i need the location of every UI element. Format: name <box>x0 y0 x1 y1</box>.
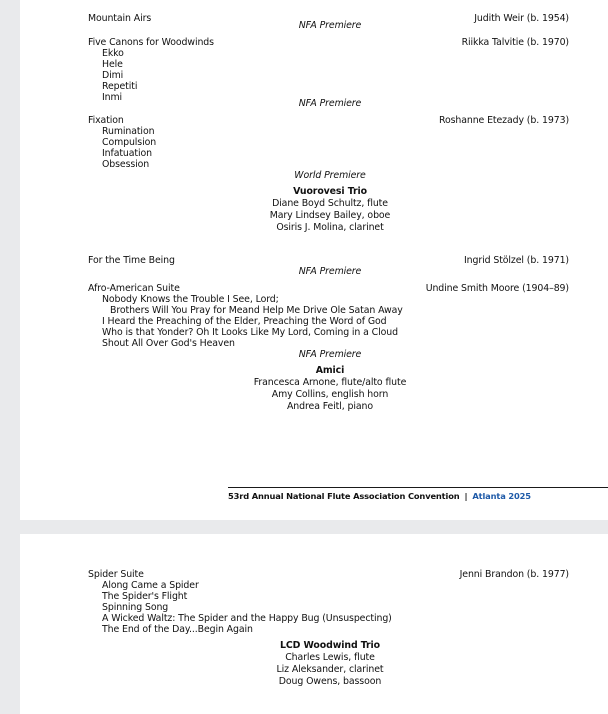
work-title: Afro-American Suite <box>88 283 180 294</box>
footer-rule <box>228 487 608 488</box>
movement: Shout All Over God's Heaven <box>102 338 235 349</box>
footer-separator: | <box>464 491 468 501</box>
premiere-label: NFA Premiere <box>298 20 362 31</box>
work-composer: Judith Weir (b. 1954) <box>474 13 569 24</box>
ensemble-member: Mary Lindsey Bailey, oboe <box>269 210 391 221</box>
ensemble-member: Francesca Arnone, flute/alto flute <box>253 377 407 388</box>
work-title: Spider Suite <box>88 569 144 580</box>
ensemble-member: Charles Lewis, flute <box>285 652 375 663</box>
movement: Infatuation <box>102 148 152 159</box>
movement: Compulsion <box>102 137 157 148</box>
work-title: For the Time Being <box>88 255 175 266</box>
movement: Inmi <box>102 92 123 103</box>
work-composer: Undine Smith Moore (1904–89) <box>425 283 569 294</box>
movement: Nobody Knows the Trouble I See, Lord; <box>102 294 279 305</box>
movement: Obsession <box>102 159 150 170</box>
movement: Spinning Song <box>102 602 169 613</box>
work-composer: Jenni Brandon (b. 1977) <box>459 569 569 580</box>
work-composer: Ingrid Stölzel (b. 1971) <box>464 255 569 266</box>
footer-event: 53rd Annual National Flute Association Convention <box>228 491 460 501</box>
movement: The End of the Day...Begin Again <box>102 624 253 635</box>
ensemble-member: Diane Boyd Schultz, flute <box>272 198 388 209</box>
movement: Rumination <box>102 126 155 137</box>
work-composer: Roshanne Etezady (b. 1973) <box>438 115 569 126</box>
work-title: Mountain Airs <box>88 13 152 24</box>
program-page-1 <box>20 0 608 520</box>
ensemble-member: Liz Aleksander, clarinet <box>276 664 384 675</box>
premiere-label: World Premiere <box>294 170 366 181</box>
program-page-2 <box>20 534 608 714</box>
ensemble-name: LCD Woodwind Trio <box>280 640 380 651</box>
premiere-label: NFA Premiere <box>298 349 362 360</box>
movement: Who is that Yonder? Oh It Looks Like My Lord, Coming in a Cloud <box>102 327 398 338</box>
ensemble-name: Vuorovesi Trio <box>293 186 367 197</box>
work-title: Fixation <box>88 115 124 126</box>
movement: Ekko <box>102 48 124 59</box>
movement: Dimi <box>102 70 124 81</box>
ensemble-member: Doug Owens, bassoon <box>278 676 382 687</box>
premiere-label: NFA Premiere <box>298 98 362 109</box>
movement: The Spider's Flight <box>102 591 188 602</box>
movement: Brothers Will You Pray for Meand Help Me Drive Ole Satan Away <box>110 305 403 316</box>
ensemble-member: Amy Collins, english horn <box>271 389 389 400</box>
movement: I Heard the Preaching of the Elder, Preaching the Word of God <box>102 316 387 327</box>
footer-city: Atlanta 2025 <box>472 491 531 501</box>
ensemble-member: Andrea Feitl, piano <box>286 401 374 412</box>
work-composer: Riikka Talvitie (b. 1970) <box>461 37 569 48</box>
work-title: Five Canons for Woodwinds <box>88 37 214 48</box>
ensemble-name: Amici <box>315 365 345 376</box>
premiere-label: NFA Premiere <box>298 266 362 277</box>
ensemble-member: Osiris J. Molina, clarinet <box>276 222 384 233</box>
page-footer <box>228 491 531 501</box>
movement: Along Came a Spider <box>102 580 199 591</box>
movement: Repetiti <box>102 81 138 92</box>
movement: A Wicked Waltz: The Spider and the Happy Bug (Unsuspecting) <box>102 613 392 624</box>
movement: Hele <box>102 59 123 70</box>
